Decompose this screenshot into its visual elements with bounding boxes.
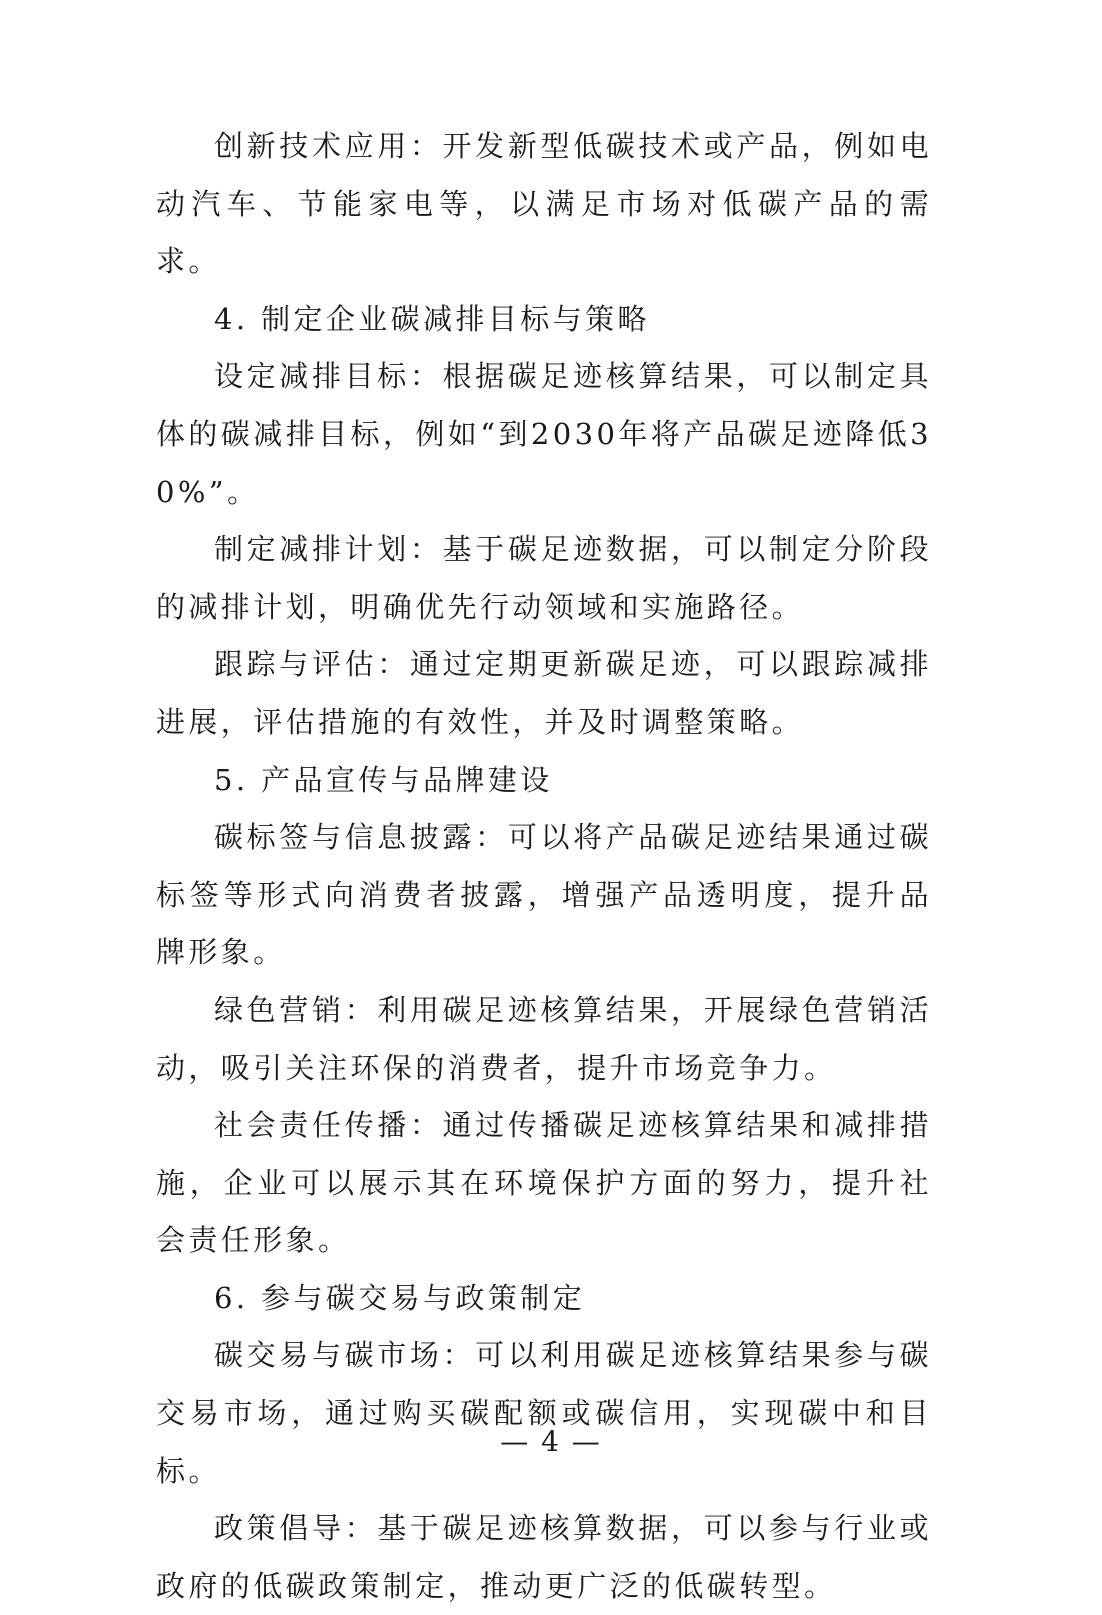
page-number: — 4 — bbox=[500, 1425, 602, 1458]
paragraph-tracking: 跟踪与评估：通过定期更新碳足迹，可以跟踪减排进展，评估措施的有效性，并及时调整策略。 bbox=[156, 647, 932, 739]
document-body bbox=[156, 118, 932, 1615]
paragraph-carbon-label: 碳标签与信息披露：可以将产品碳足迹结果通过碳标签等形式向消费者披露，增强产品透明度，提升品牌形象。 bbox=[156, 820, 932, 970]
section-heading-4: 4. 制定企业碳减排目标与策略 bbox=[214, 301, 650, 336]
paragraph-carbon-trading: 碳交易与碳市场：可以利用碳足迹核算结果参与碳交易市场，通过购买碳配额或碳信用，实现碳中和目标。 bbox=[156, 1338, 932, 1488]
paragraph-social-responsibility: 社会责任传播：通过传播碳足迹核算结果和减排措施，企业可以展示其在环境保护方面的努力，提升社会责任形象。 bbox=[156, 1108, 932, 1258]
paragraph-reduction-plan: 制定减排计划：基于碳足迹数据，可以制定分阶段的减排计划，明确优先行动领域和实施路径。 bbox=[156, 532, 932, 624]
paragraph-set-targets: 设定减排目标：根据碳足迹核算结果，可以制定具体的碳减排目标，例如“到2030年将产品碳足迹降低30%”。 bbox=[156, 359, 932, 509]
section-heading-6: 6. 参与碳交易与政策制定 bbox=[214, 1280, 586, 1315]
section-heading-5: 5. 产品宣传与品牌建设 bbox=[214, 762, 553, 797]
paragraph-green-marketing: 绿色营销：利用碳足迹核算结果，开展绿色营销活动，吸引关注环保的消费者，提升市场竞争力。 bbox=[156, 992, 932, 1085]
paragraph-policy-advocacy: 政策倡导：基于碳足迹核算数据，可以参与行业或政府的低碳政策制定，推动更广泛的低碳转型。 bbox=[156, 1511, 932, 1603]
paragraph-innovation: 创新技术应用：开发新型低碳技术或产品，例如电动汽车、节能家电等，以满足市场对低碳产品的需求。 bbox=[156, 129, 932, 279]
